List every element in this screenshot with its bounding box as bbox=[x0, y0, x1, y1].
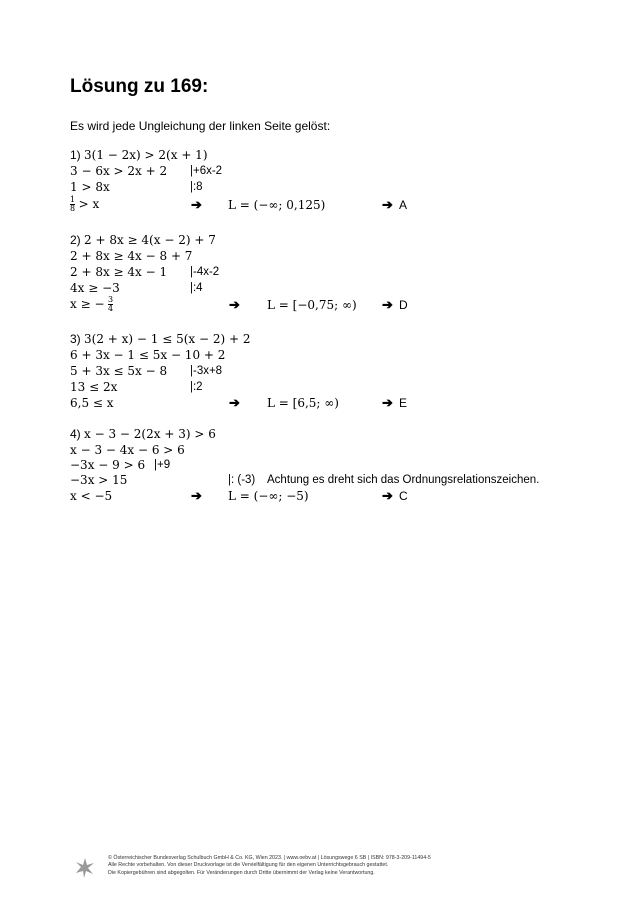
s3-line4: 13 ≤ 2x |:2 bbox=[70, 380, 203, 394]
footer-line: Die Kopiergebühren sind abgegolten. Für Veränderungen durch Dritte übernimmt der Verlag keine Verantwortung. bbox=[108, 869, 375, 876]
solution-set: L = (−∞; 0,125) bbox=[228, 198, 326, 212]
s3-line3: 5 + 3x ≤ 5x − 8 |-3x+8 bbox=[70, 364, 223, 378]
s2-line1: 2) 2 + 8x ≥ 4(x − 2) + 7 bbox=[70, 233, 216, 247]
arrow-icon: ➔ bbox=[229, 297, 240, 312]
operation: |:8 bbox=[190, 181, 203, 193]
arrow-icon: ➔ bbox=[191, 488, 202, 503]
s4-line1: 4) x − 3 − 2(2x + 3) > 6 bbox=[70, 427, 216, 441]
footer-line: Alle Rechte vorbehalten. Von dieser Druckvorlage ist die Vervielfältigung für den eigenen Unterrichtsgebrauch gestattet. bbox=[108, 862, 389, 869]
operation: |+9 bbox=[154, 459, 171, 471]
fraction: $\frac{3}{4}$ bbox=[108, 295, 114, 314]
operation: |:2 bbox=[190, 381, 203, 393]
arrow-icon: ➔ bbox=[191, 197, 202, 212]
arrow-icon: ➔ bbox=[382, 297, 393, 312]
arrow-icon: ➔ bbox=[382, 395, 393, 410]
arrow-icon: ➔ bbox=[382, 197, 393, 212]
answer-letter: C bbox=[399, 489, 408, 503]
operation: |-4x-2 bbox=[190, 266, 220, 278]
s1-line3: 1 > 8x |:8 bbox=[70, 180, 203, 194]
footer bbox=[108, 855, 528, 877]
s1-line1: 1) 3(1 − 2x) > 2(x + 1) bbox=[70, 148, 208, 162]
operation: |: (-3) bbox=[228, 474, 256, 486]
intro-text: Es wird jede Ungleichung der linken Seite gelöst: bbox=[70, 119, 331, 133]
footer-line: © Österreichischer Bundesverlag Schulbuch GmbH & Co. KG, Wien 2023. | www.oebv.at | Lösungswege 6 SB | ISBN: 978-3-209-11494-5 bbox=[108, 855, 431, 861]
page-title: Lösung zu 169: bbox=[70, 76, 209, 97]
operation: |+6x-2 bbox=[190, 165, 223, 177]
solution-set: L = (−∞; −5) bbox=[228, 489, 309, 503]
s2-line4: 4x ≥ −3 |:4 bbox=[70, 281, 203, 295]
s4-line3: −3x − 9 > 6 |+9 bbox=[70, 458, 171, 472]
publisher-logo-icon bbox=[74, 857, 96, 879]
s2-line3: 2 + 8x ≥ 4x − 1 |-4x-2 bbox=[70, 265, 220, 279]
s4-line5: x < −5 ➔ L = (−∞; −5) ➔ C bbox=[70, 488, 408, 503]
answer-letter: A bbox=[399, 198, 408, 212]
s3-line5: 6,5 ≤ x ➔ L = [6,5; ∞) ➔ E bbox=[70, 395, 408, 410]
s1-line4: $\frac{1}{8}$ > x ➔ L = (−∞; 0,125) ➔ A bbox=[70, 195, 408, 214]
s1-line2: 3 − 6x > 2x + 2 |+6x-2 bbox=[70, 164, 223, 178]
arrow-icon: ➔ bbox=[229, 395, 240, 410]
answer-letter: E bbox=[399, 396, 408, 410]
s2-line2: 2 + 8x ≥ 4x − 8 + 7 bbox=[70, 249, 193, 263]
s4-line4: −3x > 15 |: (-3) Achtung es dreht sich das Ordnungsrelationszeichen. bbox=[70, 473, 540, 487]
note-text: Achtung es dreht sich das Ordnungsrelationszeichen. bbox=[267, 474, 540, 486]
s3-line2: 6 + 3x − 1 ≤ 5x − 10 + 2 bbox=[70, 348, 226, 362]
s2-line5: x ≥ − $\frac{3}{4}$ ➔ L = [−0,75; ∞) ➔ D bbox=[70, 295, 408, 314]
s3-line1: 3) 3(2 + x) − 1 ≤ 5(x − 2) + 2 bbox=[70, 332, 251, 346]
s4-line2: x − 3 − 4x − 6 > 6 bbox=[70, 443, 185, 457]
solution-set: L = [−0,75; ∞) bbox=[267, 298, 357, 312]
solution-set: L = [6,5; ∞) bbox=[267, 396, 339, 410]
arrow-icon: ➔ bbox=[382, 488, 393, 503]
operation: |-3x+8 bbox=[190, 365, 223, 377]
answer-letter: D bbox=[399, 298, 408, 312]
operation: |:4 bbox=[190, 282, 203, 294]
fraction: $\frac{1}{8}$ bbox=[70, 195, 76, 214]
